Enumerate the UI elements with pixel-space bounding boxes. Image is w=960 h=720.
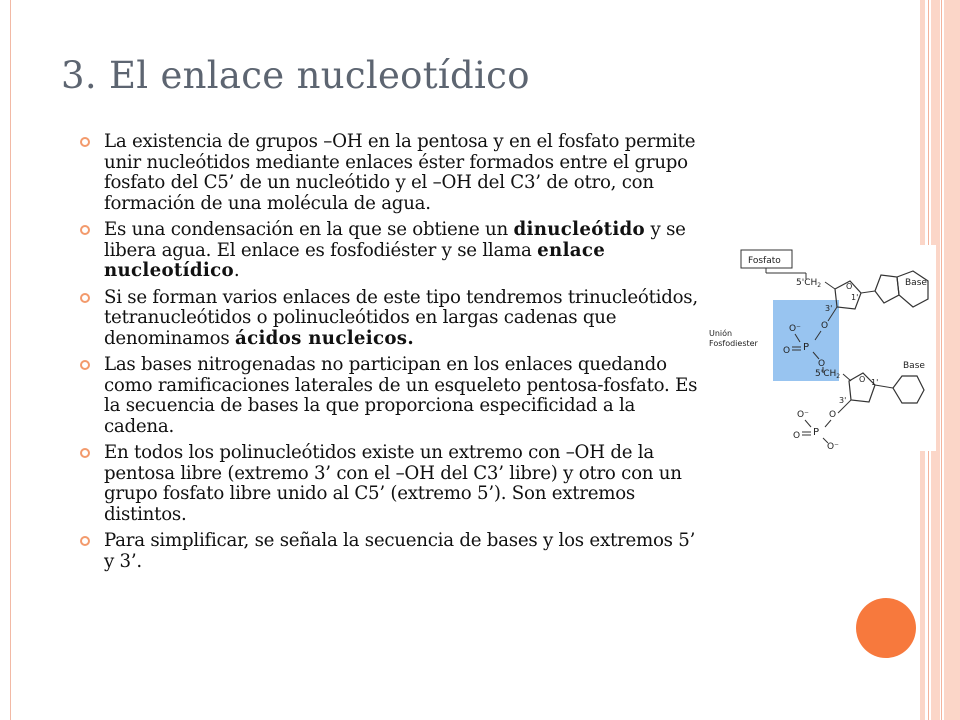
bullet-marker-icon: [80, 448, 90, 458]
bond: [825, 420, 831, 427]
text-segment: Para simplificar, se señala la secuencia de bases y los extremos 5’ y 3’.: [104, 530, 696, 572]
base-ring-bottom: [893, 376, 924, 403]
slide-title: 3. El enlace nucleotídico: [61, 54, 530, 97]
oxygen-minus-label: O⁻: [797, 410, 809, 420]
c1-label-bottom: 1': [871, 378, 879, 387]
c5-label-top: $5'CH_2$: [796, 278, 822, 289]
base-label-top: Base: [905, 278, 927, 288]
bond: [805, 420, 811, 427]
bullet-marker-icon: [80, 293, 90, 303]
text-segment: En todos los polinucleótidos existe un extremo con –OH de la pentosa libre (extremo 3’ con el –OH del C3’ libre) y otro con un grupo fosfato libre unido al C5’ (extremo 5’). Son extremos distintos.: [104, 442, 682, 525]
oxygen-label: O: [821, 321, 829, 331]
bullet-marker-icon: [80, 360, 90, 370]
bullet-text: [104, 354, 697, 437]
bullet-item: [80, 355, 698, 437]
text-segment: Es una condensación en la que se obtiene un: [104, 219, 514, 240]
c3-label-top: 3': [825, 304, 833, 313]
c5-label-bottom: $5'CH_2$: [815, 369, 841, 380]
bullet-text: [104, 219, 686, 281]
c3-label-bottom: 3': [839, 396, 847, 405]
base-ring-top: [875, 275, 899, 303]
bullet-item: [80, 531, 698, 572]
right-decor-stripe: [944, 0, 960, 720]
base-label-bottom: Base: [903, 361, 925, 371]
ring-oxygen-bottom: O: [859, 375, 866, 384]
bullet-text: [104, 287, 698, 349]
union-label: Unión: [709, 329, 733, 338]
bullet-text: [104, 131, 695, 214]
oxygen-label: O: [783, 346, 791, 356]
bullet-item: [80, 288, 698, 350]
text-segment: Las bases nitrogenadas no participan en los enlaces quedando como ramificaciones laterales de un esqueleto pentosa-fosfato. Es la secuencia de bases la que proporciona especificidad a la cadena.: [104, 354, 698, 437]
oxygen-label: O: [818, 359, 826, 369]
left-frame-line: [10, 0, 11, 720]
oxygen-minus-label: O⁻: [827, 442, 839, 451]
phosphodiester-bond-figure: [703, 245, 936, 451]
oxygen-label: O: [793, 431, 801, 441]
bold-term: ácidos nucleicos.: [235, 327, 414, 349]
bullet-text: [104, 442, 682, 525]
bullet-item: [80, 132, 698, 214]
accent-circle: [856, 598, 916, 658]
text-segment: Si se forman varios enlaces de este tipo tendremos trinucleótidos, tetranucleótidos o polinucleótidos en largas cadenas que denominamos: [104, 286, 698, 349]
c1-label-top: 1': [851, 293, 859, 302]
bold-term: dinucleótido: [513, 219, 645, 240]
base-ring-top: [897, 271, 928, 307]
bullet-marker-icon: [80, 536, 90, 546]
phosphodiester-diagram: [703, 245, 936, 451]
bullet-marker-icon: [80, 137, 90, 147]
bond: [825, 282, 835, 289]
phosphorus-label: P: [813, 427, 820, 438]
bullet-marker-icon: [80, 225, 90, 235]
text-segment: .: [233, 260, 240, 281]
oxygen-label: O: [829, 410, 837, 420]
ring-oxygen-top: O: [846, 282, 853, 291]
bullet-list: [80, 132, 698, 578]
phosphorus-label: P: [803, 342, 810, 353]
bullet-item: [80, 220, 698, 282]
right-decor-line: [941, 0, 942, 720]
text-segment: y se libera agua. El enlace es fosfodiéster y se llama: [104, 219, 686, 261]
text-segment: La existencia de grupos –OH en la pentosa y en el fosfato permite unir nucleótidos mediante enlaces éster formados entre el grupo fosfato del C5’ de un nucleótido y el –OH del C3’ de otro, con formación de una molécula de agua.: [104, 131, 696, 214]
union-label: Fosfodiester: [709, 339, 758, 348]
bullet-item: [80, 443, 698, 525]
bold-term: enlace nucleotídico: [104, 239, 606, 281]
glycosidic-bond: [861, 291, 875, 293]
bullet-text: [104, 530, 695, 572]
fosfato-label: Fosfato: [748, 256, 781, 266]
oxygen-minus-label: O⁻: [789, 324, 801, 334]
